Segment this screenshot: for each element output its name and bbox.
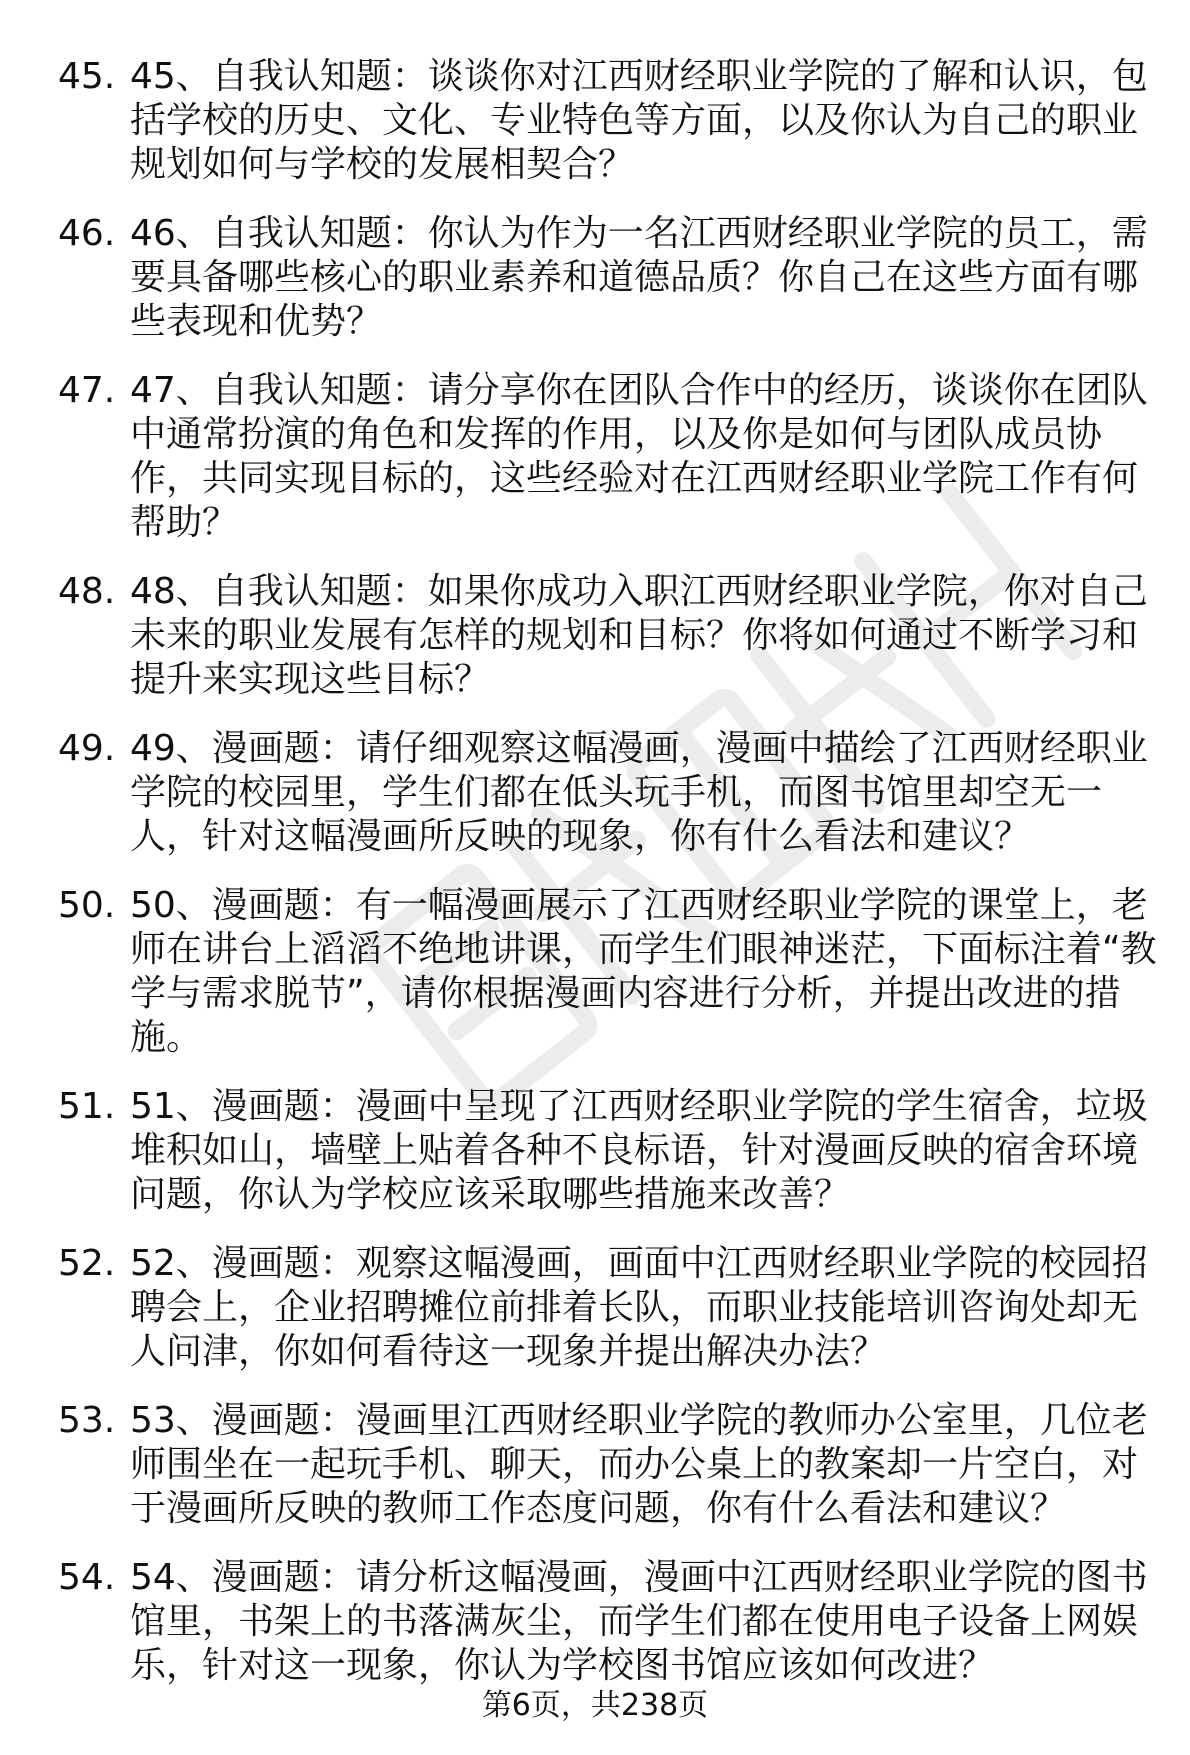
question-text: 48、自我认知题：如果你成功入职江西财经职业学院，你对自己未来的职业发展有怎样的规划和目标？你将如何通过不断学习和提升来实现这些目标？ [130, 571, 1148, 700]
question-number: 54. [58, 1557, 116, 1598]
question-item [58, 884, 1158, 1060]
question-number: 50. [58, 885, 116, 926]
question-item [58, 570, 1158, 702]
question-number: 48. [58, 571, 116, 612]
question-list [58, 55, 1158, 1713]
question-number: 46. [58, 213, 116, 254]
question-number: 52. [58, 1243, 116, 1284]
question-item [58, 1242, 1158, 1374]
question-text: 46、自我认知题：你认为作为一名江西财经职业学院的员工，需要具备哪些核心的职业素养和道德品质？你自己在这些方面有哪些表现和优势？ [130, 213, 1148, 342]
page-footer: 第6页，共238页 [481, 1688, 709, 1723]
question-text: 53、漫画题：漫画里江西财经职业学院的教师办公室里，几位老师围坐在一起玩手机、聊天，而办公桌上的教案却一片空白，对于漫画所反映的教师工作态度问题，你有什么看法和建议？ [130, 1400, 1148, 1529]
question-text: 50、漫画题：有一幅漫画展示了江西财经职业学院的课堂上，老师在讲台上滔滔不绝地讲课，而学生们眼神迷茫，下面标注着“教学与需求脱节”，请你根据漫画内容进行分析，并提出改进的措施。 [130, 885, 1157, 1058]
question-text: 45、自我认知题：谈谈你对江西财经职业学院的了解和认识，包括学校的历史、文化、专业特色等方面，以及你认为自己的职业规划如何与学校的发展相契合？ [130, 56, 1148, 185]
question-item [58, 1085, 1158, 1217]
question-item [58, 55, 1158, 187]
question-text: 51、漫画题：漫画中呈现了江西财经职业学院的学生宿舍，垃圾堆积如山，墙壁上贴着各种不良标语，针对漫画反映的宿舍环境问题，你认为学校应该采取哪些措施来改善？ [130, 1086, 1148, 1215]
question-text: 47、自我认知题：请分享你在团队合作中的经历，谈谈你在团队中通常扮演的角色和发挥的作用，以及你是如何与团队成员协作，共同实现目标的，这些经验对在江西财经职业学院工作有何帮助？ [130, 370, 1148, 543]
question-item [58, 212, 1158, 344]
question-item [58, 727, 1158, 859]
question-number: 51. [58, 1086, 116, 1127]
question-text: 54、漫画题：请分析这幅漫画，漫画中江西财经职业学院的图书馆里，书架上的书落满灰尘，而学生们都在使用电子设备上网娱乐，针对这一现象，你认为学校图书馆应该如何改进？ [130, 1557, 1148, 1686]
question-item [58, 1399, 1158, 1531]
question-number: 45. [58, 56, 116, 97]
question-item [58, 369, 1158, 545]
question-number: 47. [58, 370, 116, 411]
question-text: 52、漫画题：观察这幅漫画，画面中江西财经职业学院的校园招聘会上，企业招聘摊位前排着长队，而职业技能培训咨询处却无人问津，你如何看待这一现象并提出解决办法？ [130, 1243, 1148, 1372]
question-number: 49. [58, 728, 116, 769]
question-item [58, 1556, 1158, 1688]
question-text: 49、漫画题：请仔细观察这幅漫画，漫画中描绘了江西财经职业学院的校园里，学生们都在低头玩手机，而图书馆里却空无一人，针对这幅漫画所反映的现象，你有什么看法和建议？ [130, 728, 1148, 857]
question-number: 53. [58, 1400, 116, 1441]
